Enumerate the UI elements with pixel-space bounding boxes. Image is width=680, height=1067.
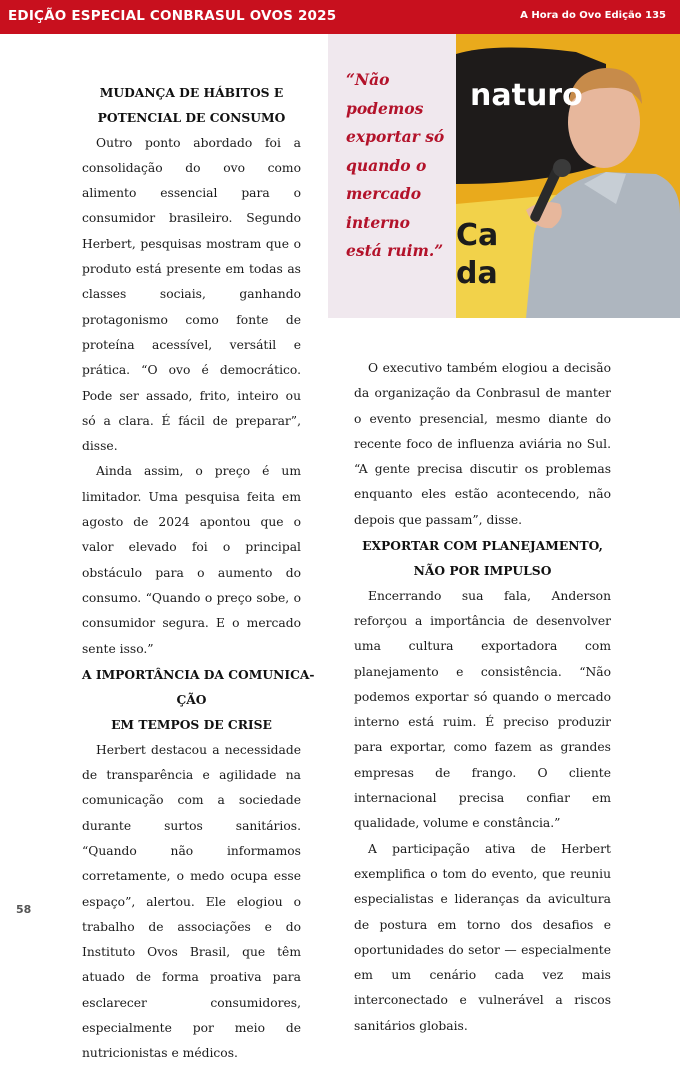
section-heading-communication (82, 662, 315, 738)
article-paragraph: O executivo também elogiou a decisão da organização da Conbrasul de manter o evento presencial, mesmo diante do recente foco de influenza aviária no Sul. “A gente precisa discutir os problemas enquanto eles estão acontecendo, não depois que passam”, disse. (354, 361, 611, 527)
pull-quote-box (328, 34, 456, 318)
publication-title: A Hora do Ovo Edição 135 (520, 10, 666, 21)
article-paragraph: Herbert destacou a necessidade de transparência e agilidade na comunicação com a sociedade durante surtos sanitários. “Quando não informamos corretamente, o medo ocupa esse espaço”, alertou. Ele elogiou o trabalho de associações e do Instituto Ovos Brasil, que têm atuado de forma proativa para esclarecer consumidores, especialmente por meio de nutricionistas e médicos. (82, 742, 301, 1061)
article-paragraph: Outro ponto abordado foi a consolidação do ovo como alimento essencial para o consumidor brasileiro. Segundo Herbert, pesquisas mostram que o produto está presente em todas as classes sociais, ganhando protagonismo como fonte de proteína acessível, versátil e prática. “O ovo é democrático. Pode ser assado, frito, inteiro ou só a clara. É fácil de preparar”, disse. (82, 135, 301, 454)
article-paragraph: Ainda assim, o preço é um limitador. Uma pesquisa feita em agosto de 2024 apontou que o valor elevado foi o principal obstáculo para o aumento do consumo. “Quando o preço sobe, o consumidor segura. E o mercado sente isso.” (82, 464, 301, 656)
heading-line: EXPORTAR COM PLANEJAMENTO, (362, 538, 603, 554)
pull-quote: “Não podemos exportar só quando o mercado interno está ruim.” (346, 70, 445, 260)
article-paragraph: A participação ativa de Herbert exemplifica o tom do evento, que reuniu especialistas e lideranças da avicultura de postura em torno dos desafios e oportunidades do setor — especialmente em um cenário cada vez mais interconectado e vulnerável a riscos sanitários globais. (354, 841, 611, 1033)
backdrop-sign-text-1: Ca (456, 218, 499, 253)
heading-line: NÃO POR IMPULSO (413, 563, 552, 579)
heading-line: EM TEMPOS DE CRISE (111, 717, 272, 733)
backdrop-brand-text: naturo (470, 78, 583, 113)
section-heading-habits: MUDANÇA DE HÁBITOS E POTENCIAL DE CONSUMO (97, 85, 286, 126)
article-paragraph: Encerrando sua fala, Anderson reforçou a importância de desenvolver uma cultura exportadora com planejamento e consistência. “Não podemos exportar só quando o mercado interno está ruim. É preciso produzir para exportar, como fazem as grandes empresas de frango. O cliente internacional precisa confiar em qualidade, volume e constância.” (354, 588, 611, 831)
page-number: 58 (16, 903, 32, 916)
speaker-photo (456, 34, 680, 318)
heading-line: ÇÃO (176, 692, 207, 708)
page-header (0, 0, 680, 34)
heading-line: A IMPORTÂNCIA DA COMUNICA- (82, 666, 315, 682)
section-heading-export (354, 533, 611, 584)
article-column-right (354, 356, 611, 1039)
article-column-left (82, 80, 315, 1067)
backdrop-sign-text-2: da (456, 256, 498, 291)
edition-title: EDIÇÃO ESPECIAL CONBRASUL OVOS 2025 (8, 8, 337, 24)
